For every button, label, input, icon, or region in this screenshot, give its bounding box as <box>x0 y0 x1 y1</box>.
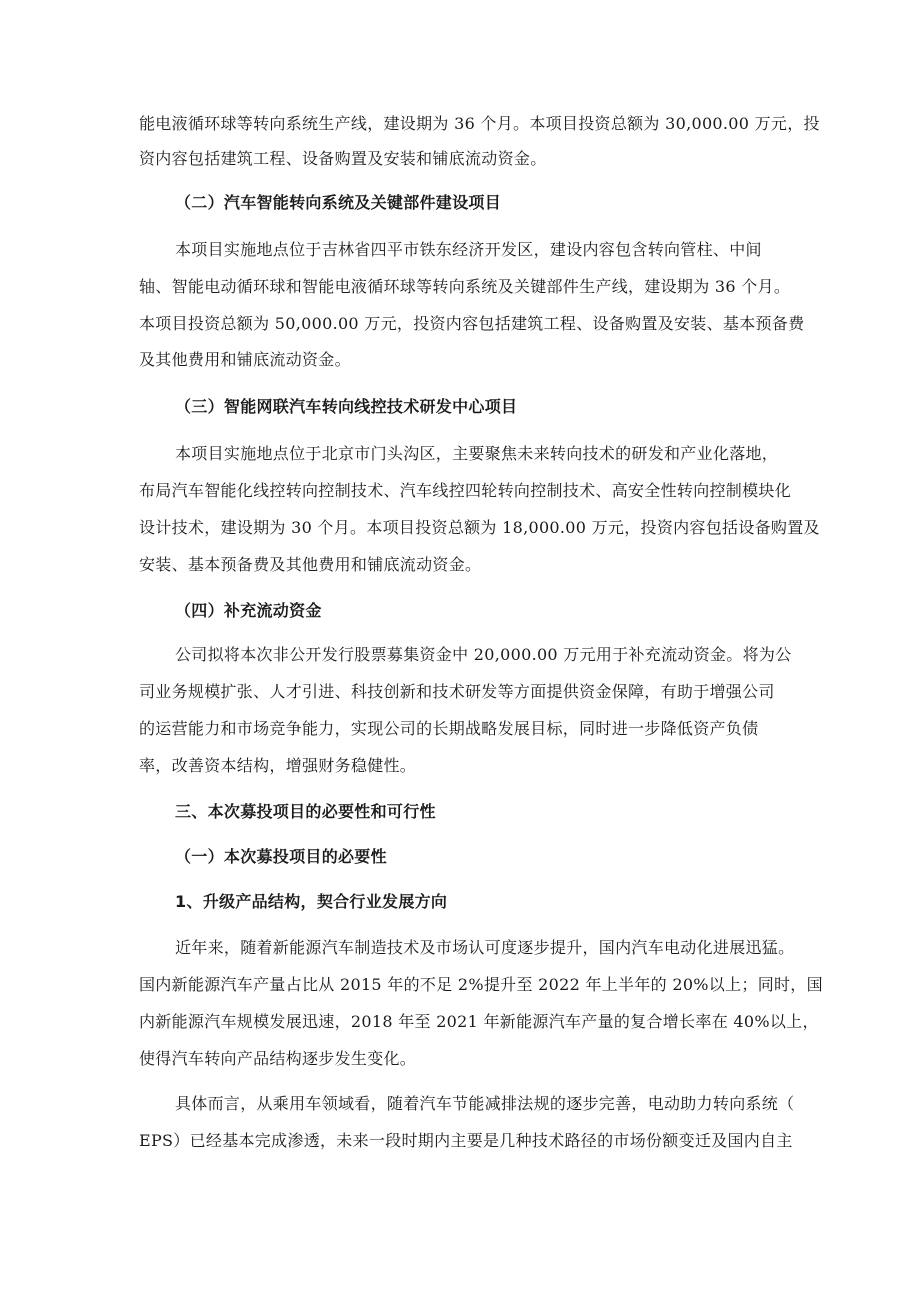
paragraph-line: 安装、基本预备费及其他费用和铺底流动资金。 <box>139 555 482 574</box>
paragraph-line: 能电液循环球等转向系统生产线，建设期为 36 个月。本项目投资总额为 30,000.00 万元，投 <box>139 114 820 133</box>
paragraph-line: 轴、智能电动循环球和智能电液循环球等转向系统及关键部件生产线，建设期为 36 个月。 <box>139 277 791 296</box>
paragraph-line: 布局汽车智能化线控转向控制技术、汽车线控四轮转向控制技术、高安全性转向控制模块化 <box>139 481 792 500</box>
section-heading: （二）汽车智能转向系统及关键部件建设项目 <box>175 193 502 212</box>
paragraph-line: 设计技术，建设期为 30 个月。本项目投资总额为 18,000.00 万元，投资内容包括设备购置及 <box>139 518 820 537</box>
paragraph-line: 本项目投资总额为 50,000.00 万元，投资内容包括建筑工程、设备购置及安装、基本预备费 <box>139 314 805 333</box>
paragraph-line: 率，改善资本结构，增强财务稳健性。 <box>139 756 417 775</box>
paragraph-line: 资内容包括建筑工程、设备购置及安装和铺底流动资金。 <box>139 149 547 168</box>
paragraph-line: 司业务规模扩张、人才引进、科技创新和技术研发等方面提供资金保障，有助于增强公司 <box>139 682 775 701</box>
paragraph-line: 的运营能力和市场竞争能力，实现公司的长期战略发展目标，同时进一步降低资产负债 <box>139 719 759 738</box>
paragraph-line: 国内新能源汽车产量占比从 2015 年的不足 2%提升至 2022 年上半年的 20%以上；同时，国 <box>139 975 823 994</box>
paragraph-line: 本项目实施地点位于北京市门头沟区，主要聚焦未来转向技术的研发和产业化落地， <box>175 444 779 463</box>
section-heading: （四）补充流动资金 <box>175 601 322 620</box>
paragraph-line: 使得汽车转向产品结构逐步发生变化。 <box>139 1049 417 1068</box>
paragraph-line: 近年来，随着新能源汽车制造技术及市场认可度逐步提升，国内汽车电动化进展迅猛。 <box>175 938 795 957</box>
paragraph-line: EPS）已经基本完成渗透，未来一段时期内主要是几种技术路径的市场份额变迁及国内自主 <box>139 1131 793 1150</box>
paragraph-line: 本项目实施地点位于吉林省四平市铁东经济开发区，建设内容包含转向管柱、中间 <box>175 240 762 259</box>
subsection-heading: （一）本次募投项目的必要性 <box>175 847 387 866</box>
paragraph-line: 及其他费用和铺底流动资金。 <box>139 350 351 369</box>
paragraph-line: 内新能源汽车规模发展迅速，2018 年至 2021 年新能源汽车产量的复合增长率在 40%以上， <box>139 1012 819 1031</box>
section-heading: 三、本次募投项目的必要性和可行性 <box>175 802 436 821</box>
subsection-heading: 1、升级产品结构，契合行业发展方向 <box>175 892 448 911</box>
paragraph-line: 具体而言，从乘用车领域看，随着汽车节能减排法规的逐步完善，电动助力转向系统（ <box>175 1094 795 1113</box>
section-heading: （三）智能网联汽车转向线控技术研发中心项目 <box>175 397 518 416</box>
paragraph-line: 公司拟将本次非公开发行股票募集资金中 20,000.00 万元用于补充流动资金。将为公 <box>175 645 792 664</box>
